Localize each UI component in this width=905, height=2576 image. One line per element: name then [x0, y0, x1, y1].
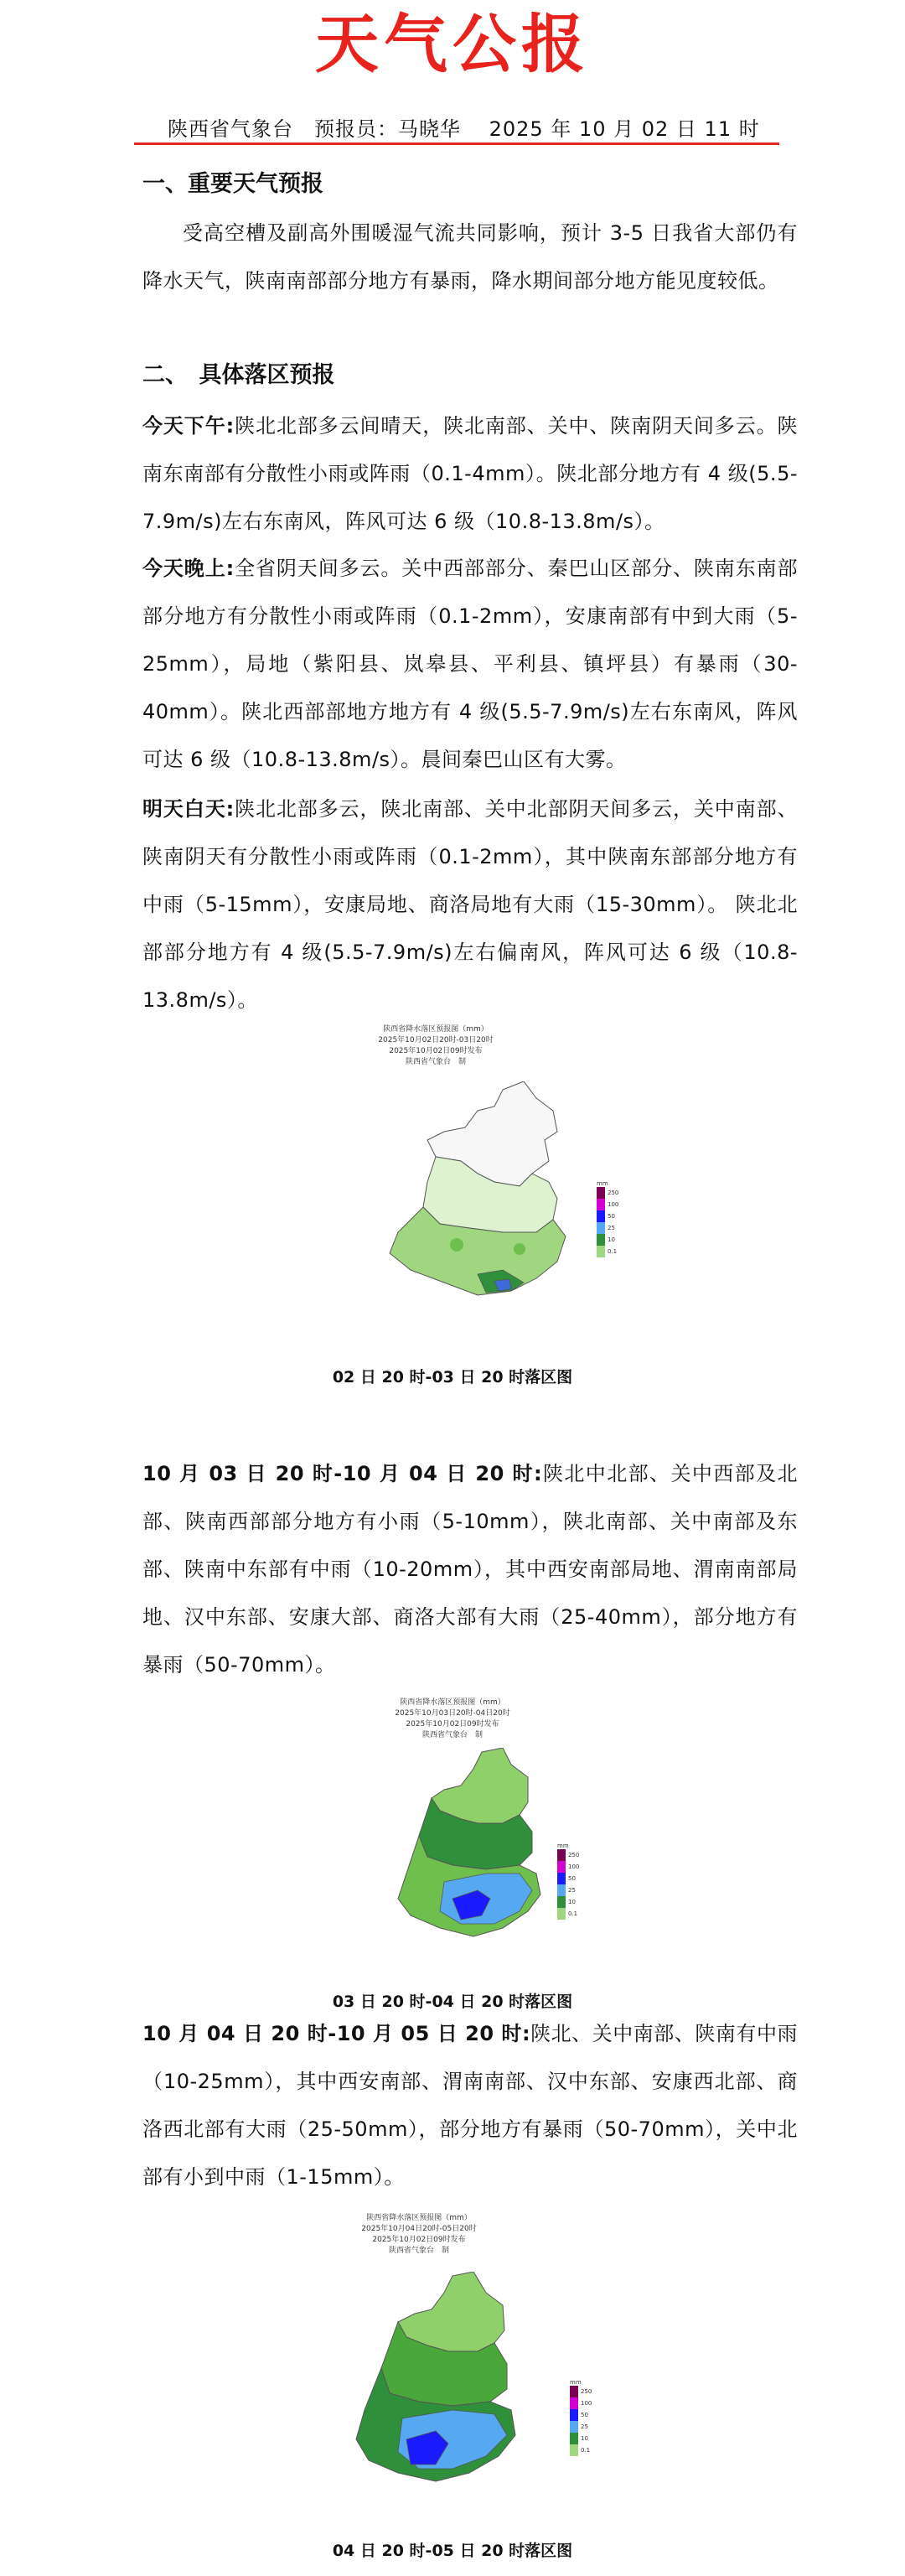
period3-text: 陕北、关中南部、陕南有中雨（10-25mm），其中西安南部、渭南南部、汉中东部、安康西北部、商洛西北部有大雨（25-50mm），部分地方有暴雨（50-70mm），关中北部有小到中雨（1-15mm）。 — [142, 2022, 798, 2189]
map2-legend — [557, 1843, 579, 1920]
legend-level: 10 — [568, 1899, 576, 1905]
map-title: 陕西省降水落区预报图（mm） — [383, 1025, 489, 1034]
legend-level: 0.1 — [568, 1910, 578, 1917]
evening-forecast — [142, 545, 798, 784]
legend-level: 250 — [581, 2388, 592, 2395]
legend-level: 10 — [581, 2435, 588, 2442]
legend-level: 100 — [568, 1863, 580, 1870]
province-north — [398, 2272, 504, 2351]
legend-level: 50 — [581, 2412, 588, 2418]
header-divider — [134, 143, 779, 145]
legend-level: 50 — [568, 1875, 576, 1882]
bulletin-title: 天气公报 — [315, 7, 590, 81]
legend-level: 100 — [581, 2400, 592, 2407]
province-north — [432, 1748, 528, 1823]
section1-text: 受高空槽及副高外围暖湿气流共同影响，预计 3-5 日我省大部仍有降水天气，陕南南部部分地方有暴雨，降水期间部分地方能见度较低。 — [142, 221, 798, 293]
map1-legend — [597, 1180, 618, 1257]
period2-text: 陕北中北部、关中西部及北部、陕南西部部分地方有小雨（5-10mm），陕北南部、关中南部及东部、陕南中东部有中雨（10-20mm），其中西安南部局地、渭南南部局地、汉中东部、安康大部、商洛大部有大雨（25-40mm），部分地方有暴雨（50-70mm）。 — [142, 1462, 798, 1677]
map3-header — [335, 2213, 503, 2257]
afternoon-label: 今天下午: — [142, 414, 235, 438]
map-issued: 2025年10月02日09时发布 — [389, 1047, 483, 1055]
tomorrow-text: 陕北北部多云，陕北南部、关中北部阴天间多云，关中南部、陕南阴天有分散性小雨或阵雨（0.1-2mm），其中陕南东部部分地方有中雨（5-15mm），安康局地、商洛局地有大雨（15-30mm）。 陕北北部部分地方有 4 级(5.5-7.9m/s)左右偏南风，阵风可达 6 级（10.8-13.8m/s）。 — [142, 797, 798, 1012]
map1-header — [352, 1024, 520, 1068]
afternoon-text: 陕北北部多云间晴天，陕北南部、关中、陕南阴天间多云。陕南东南部有分散性小雨或阵雨（0.1-4mm）。陕北部分地方有 4 级(5.5-7.9m/s)左右东南风，阵风可达 6 级（10.8-13.8m/s）。 — [142, 414, 798, 533]
legend-level: 25 — [568, 1887, 576, 1894]
section2-heading: 二、 具体落区预报 — [142, 362, 335, 388]
map-producer: 陕西省气象台 制 — [421, 1731, 483, 1739]
afternoon-forecast — [142, 402, 798, 546]
legend-level: 250 — [608, 1190, 619, 1196]
map-producer: 陕西省气象台 制 — [388, 2247, 449, 2255]
map-title: 陕西省降水落区预报图（mm） — [366, 2214, 472, 2222]
legend-level: 250 — [568, 1852, 580, 1858]
period2-label: 10 月 03 日 20 时-10 月 04 日 20 时: — [142, 1462, 543, 1485]
map-period: 2025年10月02日20时-03日20时 — [378, 1036, 494, 1044]
legend-level: 100 — [608, 1201, 619, 1208]
map2-header — [369, 1697, 536, 1741]
map-title: 陕西省降水落区预报图（mm） — [400, 1698, 505, 1707]
map1-caption: 02 日 20 时-03 日 20 时落区图 — [332, 1368, 573, 1386]
map-period: 2025年10月03日20时-04日20时 — [395, 1709, 510, 1718]
legend-level: 0.1 — [608, 1248, 618, 1255]
map-producer: 陕西省气象台 制 — [405, 1058, 466, 1066]
map3-figure — [352, 2272, 570, 2515]
bulletin-meta: 陕西省气象台 预报员：马晓华 2025 年 10 月 02 日 11 时 — [168, 117, 760, 141]
evening-text: 全省阴天间多云。关中西部部分、秦巴山区部分、陕南东南部部分地方有分散性小雨或阵雨（0.1-2mm），安康南部有中到大雨（5-25mm），局地（紫阳县、岚皋县、平利县、镇坪县）有暴雨（30-40mm）。陕北西部部地方地方有 4 级(5.5-7.9m/s)左右东南风，阵风可达 6 级（10.8-13.8m/s）。晨间秦巴山区有大雾。 — [142, 557, 798, 771]
legend-level: 25 — [608, 1225, 615, 1231]
legend-level: 10 — [608, 1236, 615, 1243]
map3-legend — [570, 2379, 592, 2456]
legend-level: 50 — [608, 1213, 615, 1220]
map-period: 2025年10月04日20时-05日20时 — [361, 2225, 477, 2233]
period3-label: 10 月 04 日 20 时-10 月 05 日 20 时: — [142, 2022, 531, 2045]
legend-unit: mm — [570, 2379, 582, 2386]
tomorrow-forecast — [142, 785, 798, 1024]
legend-unit: mm — [557, 1843, 569, 1849]
legend-level: 0.1 — [581, 2447, 591, 2454]
period2-forecast — [142, 1450, 798, 1689]
legend-unit: mm — [597, 1180, 608, 1187]
period3-forecast — [142, 2010, 798, 2201]
legend-level: 25 — [581, 2423, 588, 2430]
section1-heading: 一、重要天气预报 — [142, 171, 323, 197]
evening-label: 今天晚上: — [142, 557, 235, 580]
map-issued: 2025年10月02日09时发布 — [406, 1720, 499, 1729]
map3-caption: 04 日 20 时-05 日 20 时落区图 — [332, 2542, 573, 2560]
tomorrow-label: 明天白天: — [142, 797, 235, 821]
map2-caption: 03 日 20 时-04 日 20 时落区图 — [332, 1993, 573, 2011]
map-issued: 2025年10月02日09时发布 — [372, 2236, 466, 2244]
